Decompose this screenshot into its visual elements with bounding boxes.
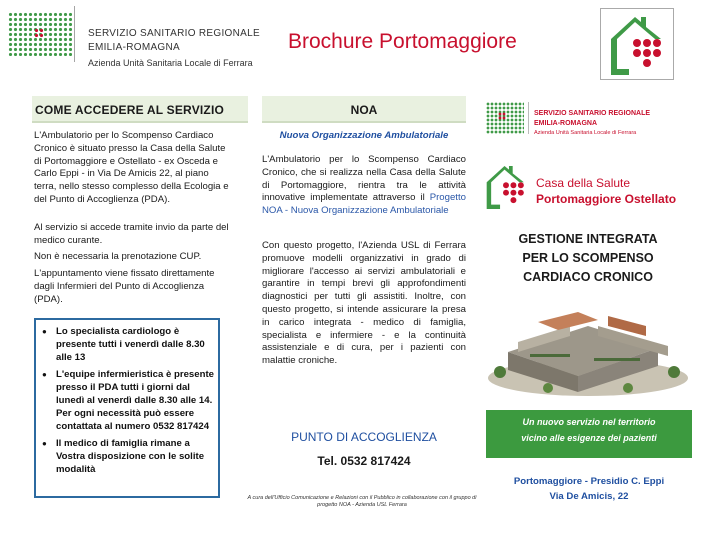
location-address: Via De Amicis, 22: [549, 491, 629, 502]
left-info-box: [34, 318, 220, 498]
left-paragraph-2: Al servizio si accede tramite invio da parte del medico curante.: [34, 222, 229, 246]
left-paragraph-1: L'Ambulatorio per lo Scompenso Cardiaco Cronico è situato presso la Casa della Salute di Portomaggiore e Ostellato - ex Osceda e Carlo Eppi - in Via De Amicis 22, al piano terra, nello stesso complesso della Ecologia e del Punto di Accoglienza (PDA).: [34, 130, 229, 205]
right-title-line1: GESTIONE INTEGRATA: [518, 232, 658, 246]
right-title: [486, 230, 690, 287]
punto-accoglienza-label: PUNTO DI ACCOGLIENZA: [291, 430, 437, 444]
banner-line1: Un nuovo servizio nel territorio: [522, 417, 656, 427]
middle-paragraph-2: Con questo progetto, l'Azienda USL di Ferrara promuove modelli organizzativi in grado di migliorare l'accesso ai servizi ambulatoriali e garantire in tempi brevi gli approfondimenti diagnostici per tutti gli assistiti. Inoltre, con questo progetto, si intende assicurare la presa in carico integrata - medico di famiglia, specialista e infermiere - e la continuità assistenziale e di cura, per i pazienti con malattie croniche.: [262, 240, 466, 367]
middle-heading-text: NOA: [350, 103, 378, 117]
middle-panel-heading: [262, 96, 466, 123]
footnote: A cura dell'Ufficio Comunicazione e Relazioni con il Pubblico in collaborazione con il gruppo di progetto NOA - Azienda USL Ferrara: [247, 495, 477, 508]
left-heading-text: COME ACCEDERE AL SERVIZIO: [35, 103, 225, 117]
info-bullet: ● Il medico di famiglia rimane a Vostra disposizione con le solite modalità: [42, 437, 214, 476]
middle-paragraph-1-text: L'Ambulatorio per lo Scompenso Cardiaco Cronico, che si realizza nella Casa della Salute di Portomaggiore, rientra tra le attività innovative implementate attraverso il: [262, 154, 466, 204]
info-bullet: ● L'equipe infermieristica è presente presso il PDA tutti i giorni dal lunedì al venerdì dalle 8.30 alle 14. Per ogni necessità può essere contattata al numero 0532 817424: [42, 368, 214, 433]
building-illustration: [478, 292, 692, 400]
header-org-line1: SERVIZIO SANITARIO REGIONALE: [88, 28, 260, 39]
right-ssr-line2: EMILIA-ROMAGNA: [534, 120, 597, 127]
casa-della-salute-logo-icon: [600, 8, 674, 80]
slide-title: Brochure Portomaggiore: [288, 30, 517, 53]
middle-project-name: Progetto NOA - Nuova Organizzazione Ambulatoriale: [262, 192, 466, 217]
rer-dots-accent-small-icon: [498, 112, 506, 120]
location-name: Portomaggiore - Presidio C. Eppi: [513, 476, 665, 487]
casa-salute-location: Portomaggiore Ostellato: [536, 192, 677, 206]
slide-header: [0, 0, 720, 84]
left-paragraph-3: Non è necessaria la prenotazione CUP.: [34, 251, 202, 262]
right-title-line3: CARDIACO CRONICO: [523, 270, 653, 284]
right-title-line2: PER LO SCOMPENSO: [522, 251, 654, 265]
phone-number: Tel. 0532 817424: [317, 454, 411, 468]
info-bullet: ● Lo specialista cardiologo è presente tutti i venerdì dalle 8.30 alle 13: [42, 325, 214, 364]
header-org-line2: EMILIA-ROMAGNA: [88, 42, 180, 53]
header-divider: [74, 6, 75, 62]
middle-subheading: Nuova Organizzazione Ambulatoriale: [279, 130, 449, 141]
right-ssr-line1: SERVIZIO SANITARIO REGIONALE: [534, 110, 651, 117]
left-panel-heading: [32, 96, 248, 123]
casa-salute-name: Casa della Salute: [536, 176, 631, 190]
middle-paragraph-1: [262, 154, 466, 218]
banner-line2: vicino alle esigenze dei pazienti: [521, 433, 657, 443]
header-org-line3: Azienda Unità Sanitaria Locale di Ferrara: [88, 58, 253, 68]
casa-della-salute-small-logo-icon: [478, 160, 534, 212]
right-logo-divider: [528, 102, 529, 134]
left-paragraph-4: L'appuntamento viene fissato direttamente dagli Infermieri del Punto di Accoglienza (PDA).: [34, 268, 215, 305]
rer-dots-accent-icon: [34, 28, 44, 38]
brochure-image: [24, 96, 696, 516]
right-ssr-line3: Azienda Unità Sanitaria Locale di Ferrara: [534, 130, 637, 136]
